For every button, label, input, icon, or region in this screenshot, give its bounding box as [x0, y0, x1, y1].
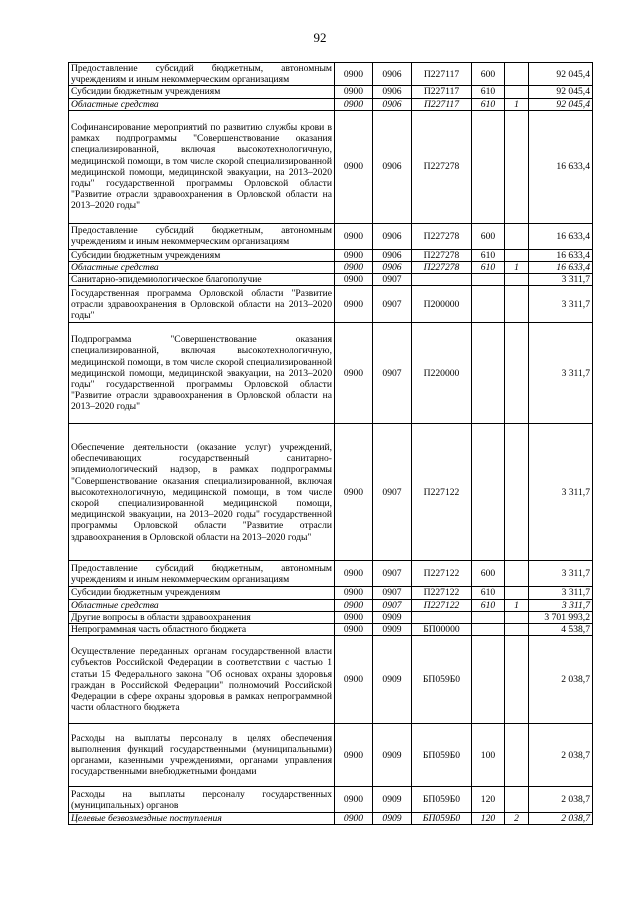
page-number: 92 [313, 30, 327, 45]
section-code: 0907 [373, 286, 412, 323]
expense-type-code: 610 [472, 262, 505, 274]
row-description: Санитарно-эпидемиологическое благополучие [69, 274, 335, 286]
source-code [505, 110, 529, 223]
amount: 3 311,7 [529, 587, 593, 599]
article-code: П227278 [412, 110, 472, 223]
section-code: 0907 [373, 274, 412, 286]
table-row [69, 787, 593, 813]
row-description: Государственная программа Орловской области "Развитие отрасли здравоохранения в Орловской области на 2013–2020 годы" [69, 286, 335, 323]
amount: 2 038,7 [529, 724, 593, 787]
amount: 92 045,4 [529, 98, 593, 110]
source-code [505, 249, 529, 261]
section-code: 0906 [373, 86, 412, 98]
table-row [69, 813, 593, 825]
source-code [505, 724, 529, 787]
article-code: БП059Б0 [412, 724, 472, 787]
ministry-code: 0900 [335, 286, 373, 323]
source-code [505, 624, 529, 636]
article-code: П227122 [412, 599, 472, 611]
amount: 3 311,7 [529, 323, 593, 424]
expense-type-code: 610 [472, 98, 505, 110]
row-description: Областные средства [69, 599, 335, 611]
expense-type-code: 600 [472, 63, 505, 86]
expense-type-code [472, 636, 505, 724]
expense-type-code: 610 [472, 249, 505, 261]
row-description: Областные средства [69, 98, 335, 110]
ministry-code: 0900 [335, 587, 373, 599]
row-description: Расходы на выплаты персоналу государственных (муниципальных) органов [69, 787, 335, 813]
expense-type-code: 610 [472, 587, 505, 599]
row-description: Предоставление субсидий бюджетным, автономным учреждениям и иным некоммерческим организациям [69, 63, 335, 86]
section-code: 0909 [373, 636, 412, 724]
ministry-code: 0900 [335, 561, 373, 587]
table-row [69, 86, 593, 98]
source-code: 1 [505, 599, 529, 611]
expense-type-code: 600 [472, 223, 505, 249]
table-row [69, 110, 593, 223]
amount: 16 633,4 [529, 262, 593, 274]
article-code: П200000 [412, 286, 472, 323]
table-row [69, 624, 593, 636]
table-row [69, 323, 593, 424]
expense-type-code [472, 323, 505, 424]
source-code [505, 286, 529, 323]
source-code [505, 561, 529, 587]
row-description: Целевые безвозмездные поступления [69, 813, 335, 825]
source-code [505, 636, 529, 724]
section-code: 0907 [373, 587, 412, 599]
ministry-code: 0900 [335, 611, 373, 623]
article-code: П227278 [412, 262, 472, 274]
expense-type-code: 120 [472, 813, 505, 825]
table-row [69, 249, 593, 261]
ministry-code: 0900 [335, 274, 373, 286]
row-description: Обеспечение деятельности (оказание услуг) учреждений, обеспечивающих государственный санитарно-эпидемиологический надзор, в рамках подпрограммы "Совершенствование оказания специализированной, включая высокотехнологичную, медицинской помощи, в том числе скорой специализированной медицинской помощи, медицинской эвакуации, на 2013–2020 годы" государственной программы Орловской области "Развитие отрасли здравоохранения в Орловской области на 2013–2020 годы" [69, 424, 335, 561]
source-code [505, 611, 529, 623]
row-description: Субсидии бюджетным учреждениям [69, 587, 335, 599]
ministry-code: 0900 [335, 223, 373, 249]
table-row [69, 724, 593, 787]
section-code: 0906 [373, 63, 412, 86]
table-row [69, 286, 593, 323]
ministry-code: 0900 [335, 262, 373, 274]
source-code: 1 [505, 262, 529, 274]
article-code: БП059Б0 [412, 813, 472, 825]
section-code: 0909 [373, 611, 412, 623]
section-code: 0909 [373, 624, 412, 636]
article-code: П227122 [412, 424, 472, 561]
table-row [69, 561, 593, 587]
ministry-code: 0900 [335, 787, 373, 813]
row-description: Подпрограмма "Совершенствование оказания специализированной, включая высокотехнологичную, медицинской помощи, в том числе скорой специализированной медицинской помощи, медицинской эвакуации, на 2013–2020 годы" государственной программы Орловской области "Развитие отрасли здравоохранения в Орловской области на 2013–2020 годы" [69, 323, 335, 424]
source-code [505, 323, 529, 424]
table-row [69, 262, 593, 274]
amount: 92 045,4 [529, 86, 593, 98]
expense-type-code [472, 611, 505, 623]
table-row [69, 611, 593, 623]
table-row [69, 98, 593, 110]
row-description: Осуществление переданных органам государственной власти субъектов Российской Федерации в соответствии с частью 1 статьи 15 Федерального закона "Об основах охраны здоровья граждан в Российской Федерации" полномочий Российской Федерации в сфере охраны здоровья в рамках непрограммной части областного бюджета [69, 636, 335, 724]
table-row [69, 599, 593, 611]
row-description: Непрограммная часть областного бюджета [69, 624, 335, 636]
section-code: 0909 [373, 787, 412, 813]
expense-type-code [472, 286, 505, 323]
ministry-code: 0900 [335, 249, 373, 261]
ministry-code: 0900 [335, 86, 373, 98]
table-row [69, 63, 593, 86]
article-code: П220000 [412, 323, 472, 424]
source-code [505, 86, 529, 98]
section-code: 0906 [373, 249, 412, 261]
table-row [69, 587, 593, 599]
table-row [69, 424, 593, 561]
article-code: П227278 [412, 249, 472, 261]
amount: 3 311,7 [529, 274, 593, 286]
ministry-code: 0900 [335, 424, 373, 561]
expense-type-code [472, 424, 505, 561]
section-code: 0906 [373, 262, 412, 274]
table-row [69, 223, 593, 249]
article-code: П227122 [412, 587, 472, 599]
article-code: П227117 [412, 98, 472, 110]
section-code: 0907 [373, 323, 412, 424]
source-code [505, 63, 529, 86]
expense-type-code: 100 [472, 724, 505, 787]
section-code: 0907 [373, 424, 412, 561]
expense-type-code [472, 274, 505, 286]
amount: 92 045,4 [529, 63, 593, 86]
article-code: П227278 [412, 223, 472, 249]
budget-table [68, 62, 593, 825]
article-code: П227122 [412, 561, 472, 587]
amount: 16 633,4 [529, 223, 593, 249]
amount: 16 633,4 [529, 110, 593, 223]
ministry-code: 0900 [335, 813, 373, 825]
source-code: 2 [505, 813, 529, 825]
amount: 2 038,7 [529, 636, 593, 724]
expense-type-code: 610 [472, 86, 505, 98]
ministry-code: 0900 [335, 624, 373, 636]
amount: 3 701 993,2 [529, 611, 593, 623]
ministry-code: 0900 [335, 636, 373, 724]
ministry-code: 0900 [335, 724, 373, 787]
amount: 3 311,7 [529, 286, 593, 323]
ministry-code: 0900 [335, 63, 373, 86]
source-code [505, 274, 529, 286]
source-code [505, 787, 529, 813]
source-code [505, 587, 529, 599]
section-code: 0906 [373, 98, 412, 110]
amount: 16 633,4 [529, 249, 593, 261]
source-code [505, 424, 529, 561]
expense-type-code: 610 [472, 599, 505, 611]
source-code: 1 [505, 98, 529, 110]
amount: 4 538,7 [529, 624, 593, 636]
article-code [412, 611, 472, 623]
expense-type-code [472, 624, 505, 636]
table-row [69, 636, 593, 724]
amount: 2 038,7 [529, 813, 593, 825]
row-description: Областные средства [69, 262, 335, 274]
ministry-code: 0900 [335, 599, 373, 611]
expense-type-code: 120 [472, 787, 505, 813]
section-code: 0909 [373, 724, 412, 787]
row-description: Предоставление субсидий бюджетным, автономным учреждениям и иным некоммерческим организациям [69, 223, 335, 249]
section-code: 0907 [373, 599, 412, 611]
table-row [69, 274, 593, 286]
article-code: БП059Б0 [412, 636, 472, 724]
section-code: 0907 [373, 561, 412, 587]
expense-type-code [472, 110, 505, 223]
row-description: Софинансирование мероприятий по развитию службы крови в рамках подпрограммы "Совершенствование оказания специализированной, включая высокотехнологичную, медицинской помощи, в том числе скорой специализированной медицинской помощи, медицинской эвакуации, на 2013–2020 годы" государственной программы Орловской области "Развитие отрасли здравоохранения в Орловской области на 2013–2020 годы" [69, 110, 335, 223]
amount: 2 038,7 [529, 787, 593, 813]
row-description: Субсидии бюджетным учреждениям [69, 86, 335, 98]
section-code: 0909 [373, 813, 412, 825]
amount: 3 311,7 [529, 424, 593, 561]
source-code [505, 223, 529, 249]
row-description: Предоставление субсидий бюджетным, автономным учреждениям и иным некоммерческим организациям [69, 561, 335, 587]
article-code: БП059Б0 [412, 787, 472, 813]
row-description: Другие вопросы в области здравоохранения [69, 611, 335, 623]
amount: 3 311,7 [529, 599, 593, 611]
article-code [412, 274, 472, 286]
article-code: П227117 [412, 86, 472, 98]
section-code: 0906 [373, 110, 412, 223]
row-description: Субсидии бюджетным учреждениям [69, 249, 335, 261]
row-description: Расходы на выплаты персоналу в целях обеспечения выполнения функций государственными (муниципальными) органами, казенными учреждениями, органами управления государственными внебюджетными фондами [69, 724, 335, 787]
ministry-code: 0900 [335, 110, 373, 223]
article-code: БП00000 [412, 624, 472, 636]
amount: 3 311,7 [529, 561, 593, 587]
expense-type-code: 600 [472, 561, 505, 587]
ministry-code: 0900 [335, 323, 373, 424]
article-code: П227117 [412, 63, 472, 86]
ministry-code: 0900 [335, 98, 373, 110]
section-code: 0906 [373, 223, 412, 249]
